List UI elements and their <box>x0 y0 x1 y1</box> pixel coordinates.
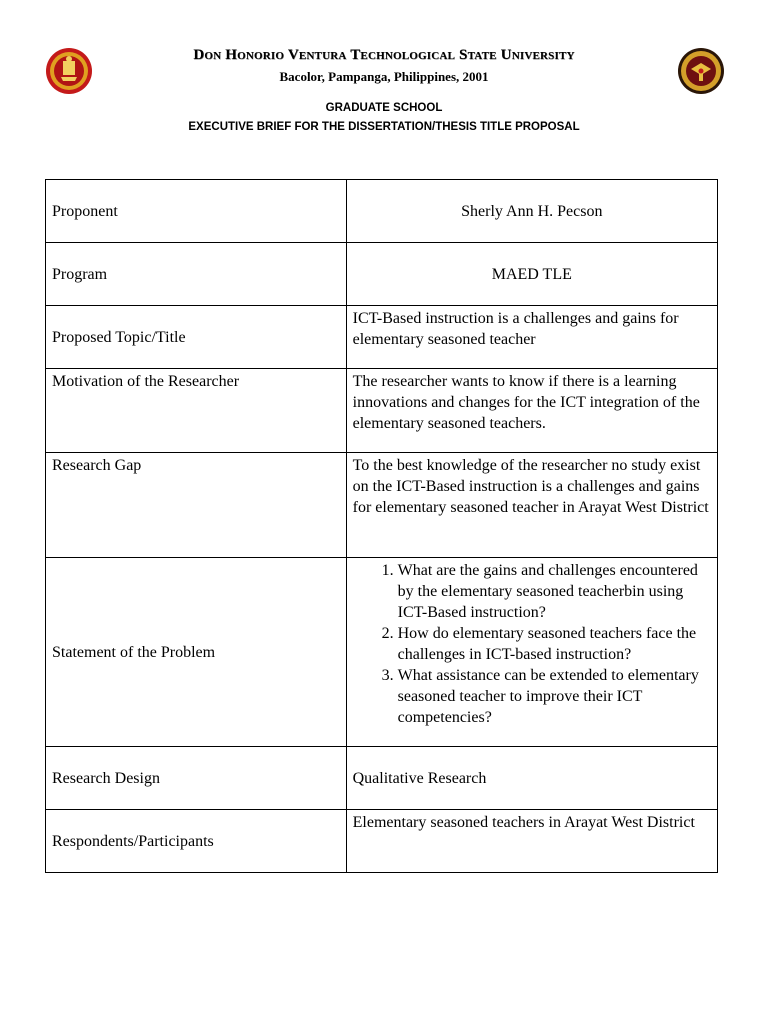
respondents-label: Respondents/Participants <box>46 810 347 873</box>
proponent-value: Sherly Ann H. Pecson <box>346 180 717 243</box>
problem-item: 1. What are the gains and challenges encountered by the elementary seasoned teacherbin using ICT-Based instruction? <box>398 560 711 623</box>
design-label: Research Design <box>46 747 347 810</box>
problem-value <box>346 558 717 747</box>
gap-label: Research Gap <box>46 453 347 558</box>
program-label: Program <box>46 243 347 306</box>
table-row <box>46 558 718 747</box>
gap-value: To the best knowledge of the researcher no study exist on the ICT-Based instruction is a challenges and gains for elementary seasoned teacher in Arayat West District <box>346 453 717 558</box>
topic-value: ICT-Based instruction is a challenges and gains for elementary seasoned teacher <box>346 306 717 369</box>
document-title: EXECUTIVE BRIEF FOR THE DISSERTATION/THESIS TITLE PROPOSAL <box>188 121 580 133</box>
table-row <box>46 453 718 558</box>
problem-list <box>353 560 711 728</box>
topic-label: Proposed Topic/Title <box>46 306 347 369</box>
proponent-label: Proponent <box>46 180 347 243</box>
university-name: Don Honorio Ventura Technological State University <box>193 47 575 63</box>
respondents-value: Elementary seasoned teachers in Arayat West District <box>346 810 717 873</box>
table-row <box>46 747 718 810</box>
design-value: Qualitative Research <box>346 747 717 810</box>
motivation-value: The researcher wants to know if there is a learning innovations and changes for the ICT integration of the elementary seasoned teachers. <box>346 369 717 453</box>
table-row <box>46 243 718 306</box>
problem-label: Statement of the Problem <box>46 558 347 747</box>
program-value: MAED TLE <box>346 243 717 306</box>
executive-brief-table <box>45 179 718 873</box>
table-row <box>46 810 718 873</box>
school-name: GRADUATE SCHOOL <box>325 102 443 114</box>
problem-item: 3. What assistance can be extended to elementary seasoned teacher to improve their ICT competencies? <box>398 665 711 728</box>
university-address: Bacolor, Pampanga, Philippines, 2001 <box>279 69 489 84</box>
motivation-label: Motivation of the Researcher <box>46 369 347 453</box>
table-row <box>46 369 718 453</box>
problem-item: 2. How do elementary seasoned teachers face the challenges in ICT-based instruction? <box>398 623 711 665</box>
table-row <box>46 306 718 369</box>
table-row <box>46 180 718 243</box>
